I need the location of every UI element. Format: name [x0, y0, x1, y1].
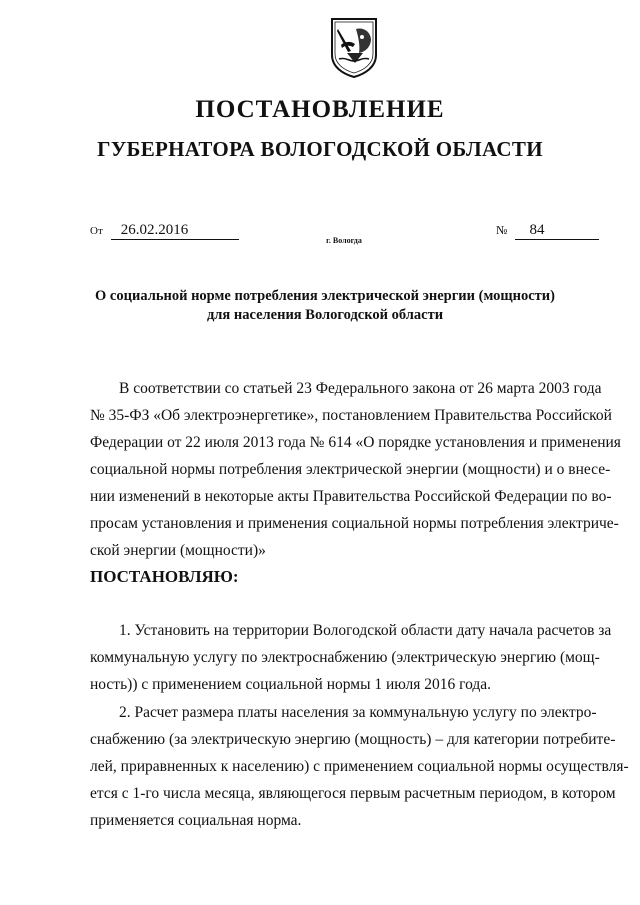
subject-line: О социальной норме потребления электрической энергии (мощности) — [95, 288, 555, 304]
preamble-line: нии изменений в некоторые акты Правительства Российской Федерации по во- — [90, 488, 612, 505]
date-value: 26.02.2016 — [111, 222, 239, 240]
item1-line: коммунальную услугу по электроснабжению (электрическую энергию (мощ- — [90, 649, 600, 666]
preamble-line: В соответствии со статьей 23 Федерального закона от 26 марта 2003 года — [119, 380, 602, 397]
document-title: ПОСТАНОВЛЕНИЕ — [195, 96, 445, 123]
date-prefix: От — [90, 225, 103, 237]
item2-line: ется с 1-го числа месяца, являющегося первым расчетным периодом, в котором — [90, 785, 616, 802]
coat-of-arms-icon — [329, 17, 379, 79]
item2-line: применяется социальная норма. — [90, 812, 302, 829]
document-issuer: ГУБЕРНАТОРА ВОЛОГОДСКОЙ ОБЛАСТИ — [97, 137, 543, 161]
subject-line: для населения Вологодской области — [206, 307, 444, 323]
item1-line: 1. Установить на территории Вологодской области дату начала расчетов за — [119, 622, 612, 639]
preamble-line: Федерации от 22 июля 2013 года № 614 «О порядке установления и применения — [90, 434, 621, 451]
preamble-line: № 35-ФЗ «Об электроэнергетике», постановлением Правительства Российской — [90, 407, 612, 424]
item2-line: 2. Расчет размера платы населения за коммунальную услугу по электро- — [119, 704, 597, 721]
preamble-line: ской энергии (мощности)» — [90, 542, 266, 559]
item2-line: лей, приравненных к населению) с применением социальной нормы осуществля- — [90, 758, 629, 775]
decree-heading: ПОСТАНОВЛЯЮ: — [90, 567, 239, 586]
number-value: 84 — [515, 222, 599, 240]
city-label: г. Вологда — [326, 236, 362, 245]
preamble-line: социальной нормы потребления электрической энергии (мощности) и о внесе- — [90, 461, 611, 478]
preamble-line: просам установления и применения социальной нормы потребления электриче- — [90, 515, 619, 532]
number-prefix: № — [496, 223, 508, 237]
document-subject — [90, 287, 560, 325]
item2-line: снабжению (за электрическую энергию (мощность) – для категории потребите- — [90, 731, 616, 748]
item1-line: ность)) с применением социальной нормы 1 июля 2016 года. — [90, 676, 492, 693]
